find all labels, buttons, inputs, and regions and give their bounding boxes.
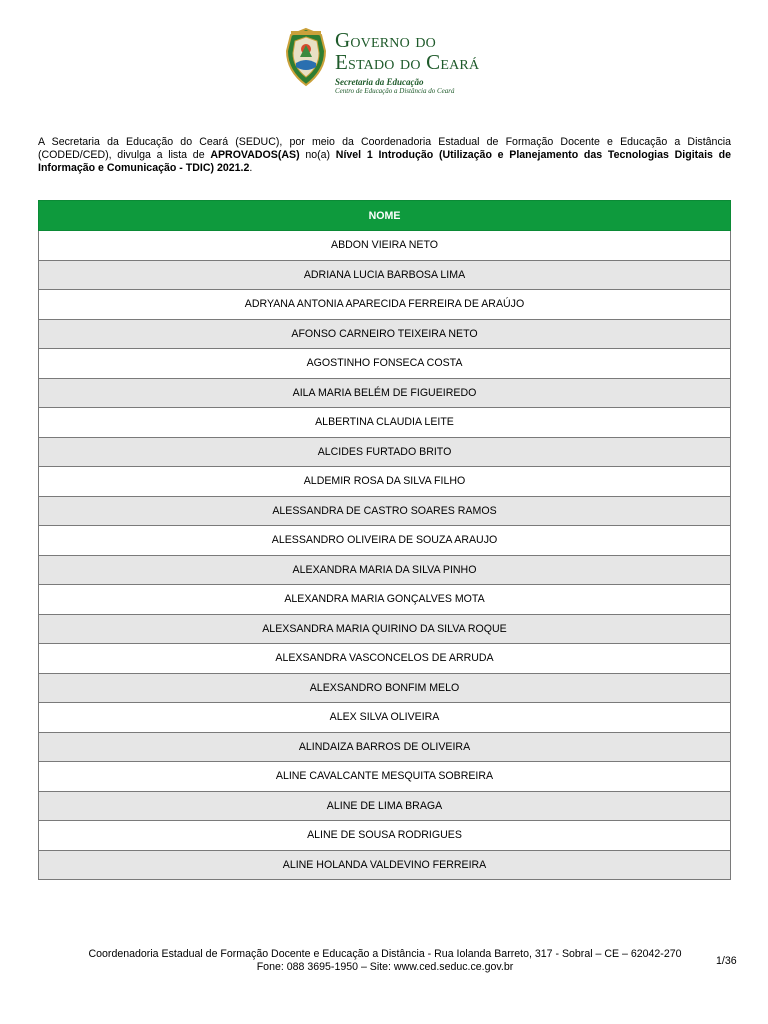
estado-line: ESTADO DO CEARÁ [335, 50, 480, 74]
approved-names-table [38, 200, 731, 880]
aprovados-label: APROVADOS(AS) [210, 149, 300, 161]
footer [40, 948, 730, 974]
table-row [39, 850, 731, 880]
name-cell: AFONSO CARNEIRO TEIXEIRA NETO [39, 319, 731, 349]
name-cell: ALINE DE LIMA BRAGA [39, 791, 731, 821]
footer-contact: Fone: 088 3695-1950 – Site: www.ced.seduc.ce.gov.br [256, 961, 514, 973]
name-cell: ALINE DE SOUSA RODRIGUES [39, 821, 731, 851]
name-cell: ALEXSANDRO BONFIM MELO [39, 673, 731, 703]
table-row [39, 762, 731, 792]
table-row [39, 467, 731, 497]
table-row [39, 378, 731, 408]
table-header-row [39, 201, 731, 231]
table-row [39, 231, 731, 261]
footer-address: Coordenadoria Estadual de Formação Docente e Educação a Distância - Rua Iolanda Barreto, 317 - Sobral – CE – 62042-270 [88, 948, 682, 960]
name-cell: ALEX SILVA OLIVEIRA [39, 703, 731, 733]
government-title [335, 28, 480, 96]
name-cell: ADRIANA LUCIA BARBOSA LIMA [39, 260, 731, 290]
governo-line: GOVERNO DO [335, 28, 436, 52]
name-cell: ALINE CAVALCANTE MESQUITA SOBREIRA [39, 762, 731, 792]
table-row [39, 290, 731, 320]
name-cell: ABDON VIEIRA NETO [39, 231, 731, 261]
table-row [39, 349, 731, 379]
name-cell: ALESSANDRA DE CASTRO SOARES RAMOS [39, 496, 731, 526]
table-row [39, 614, 731, 644]
table-row [39, 555, 731, 585]
name-cell: ALDEMIR ROSA DA SILVA FILHO [39, 467, 731, 497]
column-header-nome: NOME [39, 201, 731, 231]
name-cell: ALINDAIZA BARROS DE OLIVEIRA [39, 732, 731, 762]
intro-paragraph: A Secretaria da Educação do Ceará (SEDUC), por meio da Coordenadoria Estadual de Formação Docente e Educação a Distância (CODED/CED), divulga a lista de APROVADOS(AS) no(a) Nível 1 Introdução (Utilização e Planejamento das Tecnologias Digitais de Informação e Comunicação - TDIC) 2021.2. [38, 136, 731, 174]
name-cell: ALEXSANDRA VASCONCELOS DE ARRUDA [39, 644, 731, 674]
table-row [39, 703, 731, 733]
table-row [39, 673, 731, 703]
table-row [39, 732, 731, 762]
table-row [39, 644, 731, 674]
table-row [39, 437, 731, 467]
name-cell: ALEXANDRA MARIA GONÇALVES MOTA [39, 585, 731, 615]
centro-line: Centro de Educação a Distância do Ceará [335, 87, 455, 95]
name-cell: ALINE HOLANDA VALDEVINO FERREIRA [39, 850, 731, 880]
name-cell: AGOSTINHO FONSECA COSTA [39, 349, 731, 379]
name-cell: ALEXANDRA MARIA DA SILVA PINHO [39, 555, 731, 585]
course-name: Nível 1 Introdução (Utilização e Planejamento das Tecnologias Digitais de Informação e Comunicação - TDIC) 2021.2 [38, 149, 731, 174]
table-row [39, 496, 731, 526]
table-row [39, 585, 731, 615]
table-row [39, 319, 731, 349]
name-cell: ADRYANA ANTONIA APARECIDA FERREIRA DE ARAÚJO [39, 290, 731, 320]
letterhead [285, 27, 495, 93]
ceara-coat-of-arms-icon [285, 27, 327, 87]
name-cell: ALESSANDRO OLIVEIRA DE SOUZA ARAUJO [39, 526, 731, 556]
table-row [39, 791, 731, 821]
name-cell: ALEXSANDRA MARIA QUIRINO DA SILVA ROQUE [39, 614, 731, 644]
name-cell: AILA MARIA BELÉM DE FIGUEIREDO [39, 378, 731, 408]
table-row [39, 260, 731, 290]
name-cell: ALBERTINA CLAUDIA LEITE [39, 408, 731, 438]
page-number: 1/36 [716, 955, 737, 967]
name-cell: ALCIDES FURTADO BRITO [39, 437, 731, 467]
secretaria-line: Secretaria da Educação [335, 77, 424, 87]
table-row [39, 408, 731, 438]
table-row [39, 526, 731, 556]
table-row [39, 821, 731, 851]
